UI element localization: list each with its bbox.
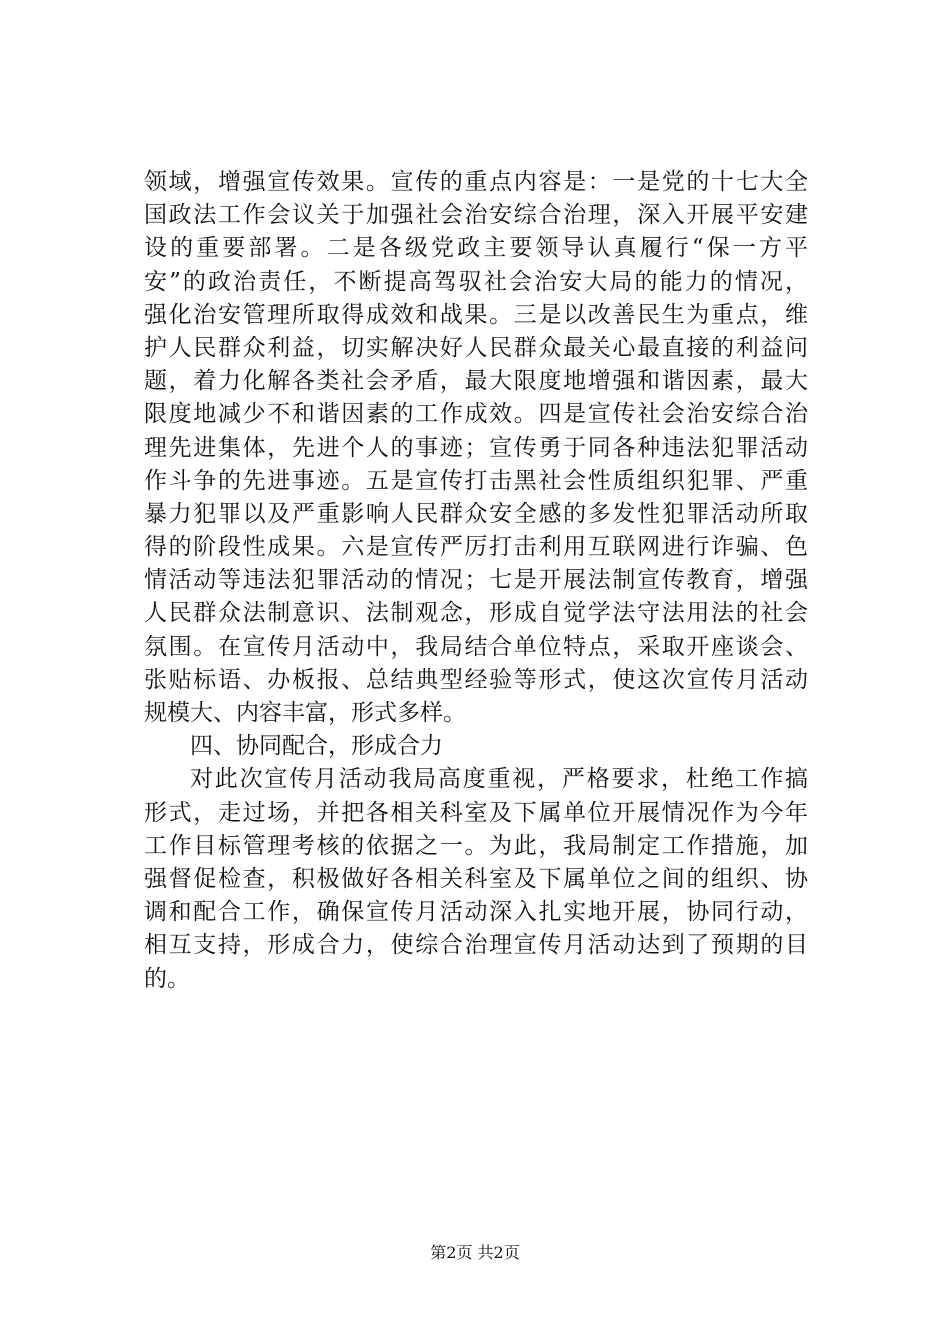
text-line: 的。 <box>144 965 190 992</box>
text-line: 安”的政治责任，不断提高驾驭社会治安大局的能力的情况， <box>144 268 808 295</box>
text-line: 护人民群众利益，切实解决好人民群众最关心最直接的利益问 <box>144 334 808 361</box>
text-line: 情活动等违法犯罪活动的情况；七是开展法制宣传教育，增强 <box>144 567 808 594</box>
text-line: 调和配合工作，确保宣传月活动深入扎实地开展，协同行动， <box>144 899 808 926</box>
text-line: 设的重要部署。二是各级党政主要领导认真履行“保一方平 <box>144 235 808 262</box>
page-number-footer: 第2页 共2页 <box>430 1243 520 1262</box>
text-line: 强督促检查，积极做好各相关科室及下属单位之间的组织、协 <box>144 865 808 892</box>
text-line: 强化治安管理所取得成效和战果。三是以改善民生为重点，维 <box>144 301 808 328</box>
text-line: 形式，走过场，并把各相关科室及下属单位开展情况作为今年 <box>144 799 808 826</box>
text-line: 工作目标管理考核的依据之一。为此，我局制定工作措施，加 <box>144 832 808 859</box>
text-line: 张贴标语、办板报、总结典型经验等形式，使这次宣传月活动 <box>144 666 808 693</box>
text-line: 对此次宣传月活动我局高度重视，严格要求，杜绝工作搞 <box>190 766 808 793</box>
document-body <box>144 166 808 996</box>
text-line: 国政法工作会议关于加强社会治安综合治理，深入开展平安建 <box>144 202 808 229</box>
text-line: 相互支持，形成合力，使综合治理宣传月活动达到了预期的目 <box>144 932 808 959</box>
text-line: 作斗争的先进事迹。五是宣传打击黑社会性质组织犯罪、严重 <box>144 467 808 494</box>
text-line: 得的阶段性成果。六是宣传严厉打击利用互联网进行诈骗、色 <box>144 534 808 561</box>
text-line: 暴力犯罪以及严重影响人民群众安全感的多发性犯罪活动所取 <box>144 500 808 527</box>
text-line: 理先进集体，先进个人的事迹；宣传勇于同各种违法犯罪活动 <box>144 434 808 461</box>
paragraph-publicity-content <box>144 166 808 730</box>
paragraph-coordination <box>144 763 808 995</box>
text-line: 氛围。在宣传月活动中，我局结合单位特点，采取开座谈会、 <box>144 633 808 660</box>
text-line: 领域，增强宣传效果。宣传的重点内容是：一是党的十七大全 <box>144 169 808 195</box>
section-heading: 四、协同配合，形成合力 <box>190 733 443 760</box>
text-line: 题，着力化解各类社会矛盾，最大限度地增强和谐因素，最大 <box>144 368 808 395</box>
text-line: 限度地减少不和谐因素的工作成效。四是宣传社会治安综合治 <box>144 401 808 428</box>
text-line: 人民群众法制意识、法制观念，形成自觉学法守法用法的社会 <box>144 600 808 627</box>
text-line: 规模大、内容丰富，形式多样。 <box>144 700 466 726</box>
